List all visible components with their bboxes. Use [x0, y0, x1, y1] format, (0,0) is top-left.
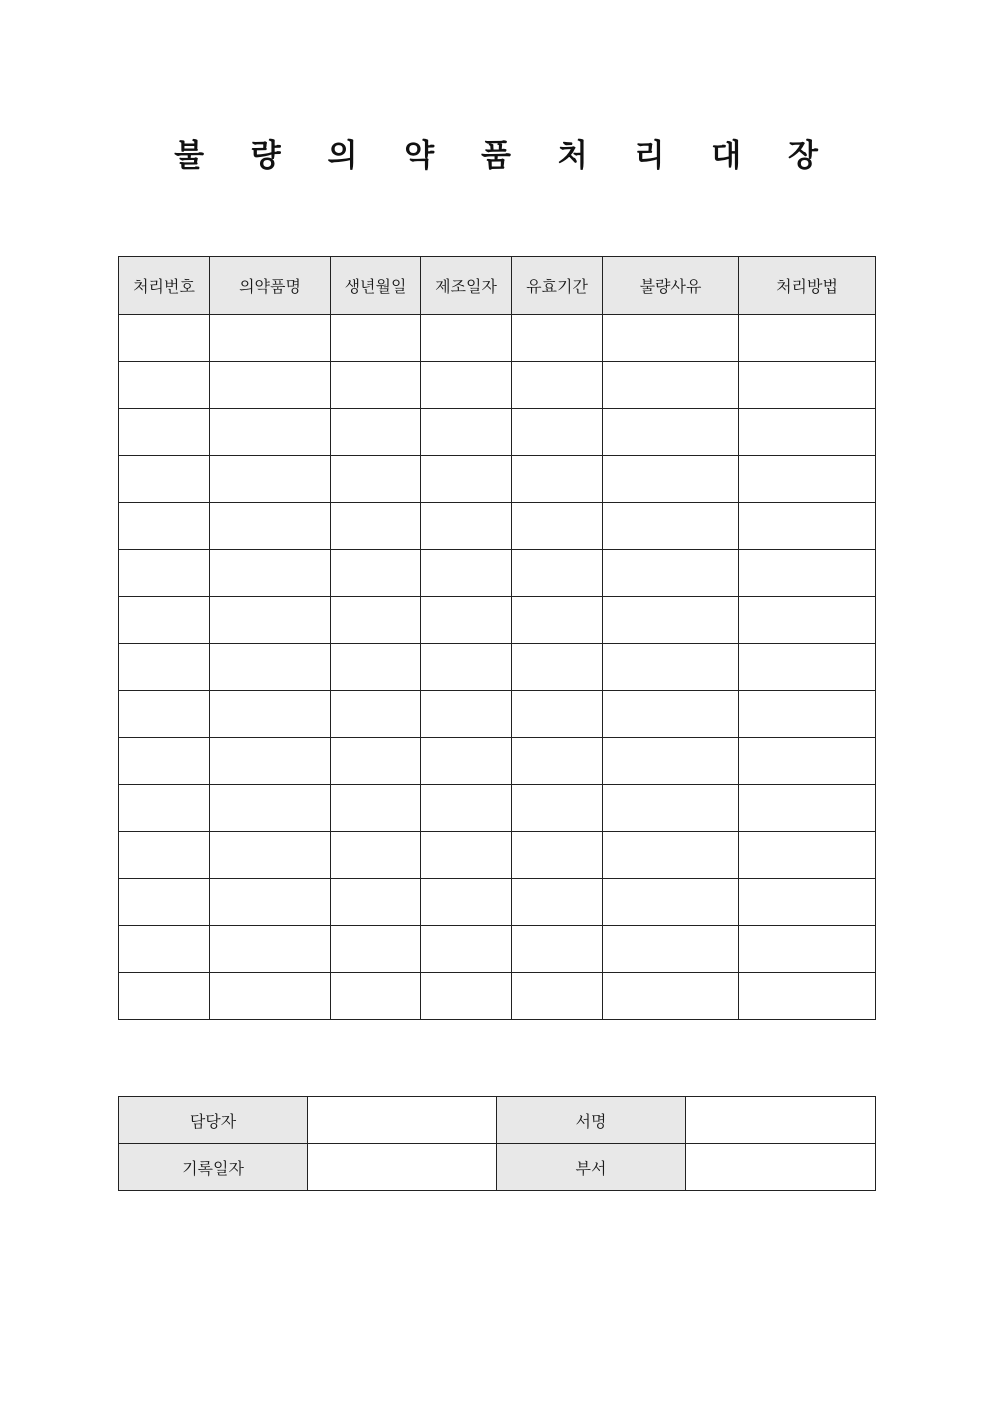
cell-processing-number[interactable] [119, 409, 210, 456]
cell-processing-number[interactable] [119, 879, 210, 926]
cell-processing-method[interactable] [739, 550, 876, 597]
cell-birth-date[interactable] [331, 362, 421, 409]
cell-drug-name[interactable] [210, 644, 331, 691]
cell-manufacture-date[interactable] [421, 362, 512, 409]
table-row [119, 550, 876, 597]
cell-birth-date[interactable] [331, 926, 421, 973]
cell-processing-method[interactable] [739, 785, 876, 832]
cell-manufacture-date[interactable] [421, 550, 512, 597]
cell-expiry-period[interactable] [512, 738, 603, 785]
cell-manufacture-date[interactable] [421, 973, 512, 1020]
cell-processing-method[interactable] [739, 973, 876, 1020]
cell-drug-name[interactable] [210, 738, 331, 785]
cell-manufacture-date[interactable] [421, 597, 512, 644]
cell-processing-number[interactable] [119, 832, 210, 879]
signature-label: 서명 [497, 1097, 686, 1144]
cell-processing-number[interactable] [119, 926, 210, 973]
ledger-body [119, 315, 876, 1020]
cell-manufacture-date[interactable] [421, 832, 512, 879]
cell-defect-reason[interactable] [603, 691, 739, 738]
cell-processing-method[interactable] [739, 362, 876, 409]
cell-manufacture-date[interactable] [421, 926, 512, 973]
header-drug-name: 의약품명 [210, 257, 331, 315]
defective-drug-ledger-table [118, 256, 876, 1020]
table-row [119, 879, 876, 926]
cell-processing-number[interactable] [119, 597, 210, 644]
cell-defect-reason[interactable] [603, 785, 739, 832]
cell-processing-method[interactable] [739, 832, 876, 879]
cell-expiry-period[interactable] [512, 456, 603, 503]
cell-processing-number[interactable] [119, 362, 210, 409]
cell-defect-reason[interactable] [603, 409, 739, 456]
document-title: 불 량 의 약 품 처 리 대 장 [174, 138, 836, 174]
cell-birth-date[interactable] [331, 550, 421, 597]
cell-drug-name[interactable] [210, 362, 331, 409]
signoff-row-date [119, 1144, 876, 1191]
cell-birth-date[interactable] [331, 973, 421, 1020]
cell-birth-date[interactable] [331, 691, 421, 738]
cell-defect-reason[interactable] [603, 456, 739, 503]
cell-processing-method[interactable] [739, 644, 876, 691]
table-row [119, 691, 876, 738]
table-row [119, 644, 876, 691]
table-header-row [119, 257, 876, 315]
cell-processing-method[interactable] [739, 315, 876, 362]
cell-manufacture-date[interactable] [421, 644, 512, 691]
table-row [119, 362, 876, 409]
header-processing-method: 처리방법 [739, 257, 876, 315]
cell-processing-number[interactable] [119, 550, 210, 597]
cell-expiry-period[interactable] [512, 644, 603, 691]
cell-birth-date[interactable] [331, 785, 421, 832]
cell-processing-method[interactable] [739, 456, 876, 503]
table-row [119, 738, 876, 785]
cell-expiry-period[interactable] [512, 973, 603, 1020]
cell-manufacture-date[interactable] [421, 879, 512, 926]
cell-processing-number[interactable] [119, 691, 210, 738]
cell-processing-method[interactable] [739, 879, 876, 926]
cell-processing-method[interactable] [739, 738, 876, 785]
cell-birth-date[interactable] [331, 644, 421, 691]
cell-birth-date[interactable] [331, 409, 421, 456]
person-in-charge-field[interactable] [308, 1097, 497, 1144]
cell-manufacture-date[interactable] [421, 691, 512, 738]
cell-drug-name[interactable] [210, 832, 331, 879]
table-row [119, 973, 876, 1020]
cell-drug-name[interactable] [210, 315, 331, 362]
table-row [119, 409, 876, 456]
signature-field[interactable] [686, 1097, 876, 1144]
cell-birth-date[interactable] [331, 832, 421, 879]
header-processing-number: 처리번호 [119, 257, 210, 315]
header-manufacture-date: 제조일자 [421, 257, 512, 315]
cell-expiry-period[interactable] [512, 362, 603, 409]
cell-birth-date[interactable] [331, 738, 421, 785]
cell-expiry-period[interactable] [512, 409, 603, 456]
cell-birth-date[interactable] [331, 456, 421, 503]
cell-defect-reason[interactable] [603, 738, 739, 785]
department-label: 부서 [497, 1144, 686, 1191]
table-row [119, 785, 876, 832]
cell-expiry-period[interactable] [512, 503, 603, 550]
cell-processing-number[interactable] [119, 644, 210, 691]
header-birth-date: 생년월일 [331, 257, 421, 315]
table-row [119, 315, 876, 362]
cell-processing-method[interactable] [739, 409, 876, 456]
cell-drug-name[interactable] [210, 785, 331, 832]
cell-birth-date[interactable] [331, 879, 421, 926]
table-row [119, 503, 876, 550]
cell-drug-name[interactable] [210, 409, 331, 456]
cell-manufacture-date[interactable] [421, 456, 512, 503]
cell-drug-name[interactable] [210, 973, 331, 1020]
cell-defect-reason[interactable] [603, 362, 739, 409]
cell-processing-method[interactable] [739, 926, 876, 973]
cell-drug-name[interactable] [210, 456, 331, 503]
cell-defect-reason[interactable] [603, 644, 739, 691]
cell-processing-method[interactable] [739, 503, 876, 550]
cell-birth-date[interactable] [331, 597, 421, 644]
header-defect-reason: 불량사유 [603, 257, 739, 315]
cell-processing-number[interactable] [119, 503, 210, 550]
cell-expiry-period[interactable] [512, 691, 603, 738]
cell-defect-reason[interactable] [603, 503, 739, 550]
record-date-field[interactable] [308, 1144, 497, 1191]
cell-processing-number[interactable] [119, 456, 210, 503]
table-row [119, 456, 876, 503]
cell-expiry-period[interactable] [512, 315, 603, 362]
cell-expiry-period[interactable] [512, 550, 603, 597]
cell-drug-name[interactable] [210, 550, 331, 597]
cell-drug-name[interactable] [210, 926, 331, 973]
header-expiry-period: 유효기간 [512, 257, 603, 315]
cell-defect-reason[interactable] [603, 315, 739, 362]
cell-expiry-period[interactable] [512, 597, 603, 644]
cell-defect-reason[interactable] [603, 550, 739, 597]
cell-drug-name[interactable] [210, 597, 331, 644]
cell-expiry-period[interactable] [512, 879, 603, 926]
cell-processing-number[interactable] [119, 738, 210, 785]
department-field[interactable] [686, 1144, 876, 1191]
cell-drug-name[interactable] [210, 879, 331, 926]
signoff-table [118, 1096, 876, 1191]
cell-manufacture-date[interactable] [421, 315, 512, 362]
cell-manufacture-date[interactable] [421, 785, 512, 832]
table-row [119, 926, 876, 973]
cell-birth-date[interactable] [331, 503, 421, 550]
cell-manufacture-date[interactable] [421, 738, 512, 785]
cell-manufacture-date[interactable] [421, 503, 512, 550]
cell-expiry-period[interactable] [512, 926, 603, 973]
cell-drug-name[interactable] [210, 691, 331, 738]
cell-processing-method[interactable] [739, 691, 876, 738]
table-row [119, 597, 876, 644]
cell-manufacture-date[interactable] [421, 409, 512, 456]
cell-processing-method[interactable] [739, 597, 876, 644]
cell-drug-name[interactable] [210, 503, 331, 550]
person-in-charge-label: 담당자 [119, 1097, 308, 1144]
cell-expiry-period[interactable] [512, 785, 603, 832]
record-date-label: 기록일자 [119, 1144, 308, 1191]
cell-defect-reason[interactable] [603, 879, 739, 926]
cell-processing-number[interactable] [119, 973, 210, 1020]
table-row [119, 832, 876, 879]
cell-processing-number[interactable] [119, 785, 210, 832]
cell-processing-number[interactable] [119, 315, 210, 362]
cell-defect-reason[interactable] [603, 926, 739, 973]
cell-defect-reason[interactable] [603, 973, 739, 1020]
cell-defect-reason[interactable] [603, 832, 739, 879]
cell-expiry-period[interactable] [512, 832, 603, 879]
cell-defect-reason[interactable] [603, 597, 739, 644]
cell-birth-date[interactable] [331, 315, 421, 362]
signoff-row-person [119, 1097, 876, 1144]
